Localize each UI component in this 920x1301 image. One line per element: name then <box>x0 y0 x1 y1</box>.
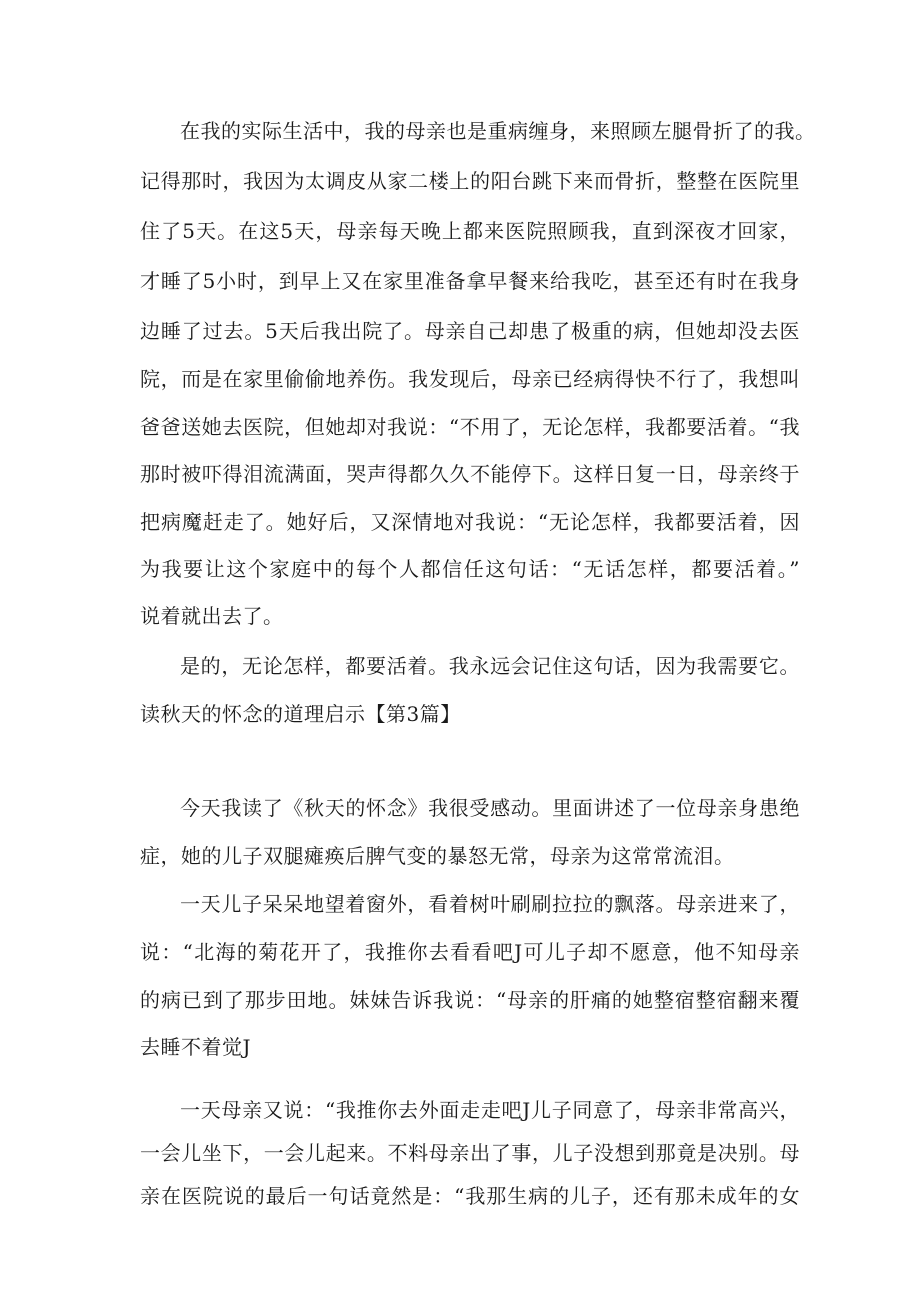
paragraph-line: 症，她的儿子双腿瘫痪后脾气变的暴怒无常，母亲为这常常流泪。 <box>140 844 735 868</box>
paragraph-line: 说：“北海的菊花开了，我推你去看看吧J可儿子却不愿意，他不知母亲 <box>140 940 800 964</box>
paragraph-line: 住了5天。在这5天，母亲每天晚上都来医院照顾我，直到深夜才回家， <box>140 219 800 243</box>
paragraph-line: 院，而是在家里偷偷地养伤。我发现后，母亲已经病得快不行了，我想叫 <box>140 367 800 391</box>
section-heading: 读秋天的怀念的道理启示【第3篇】 <box>140 702 461 726</box>
paragraph-line: 一天母亲又说：“我推你去外面走走吧J儿子同意了，母亲非常高兴， <box>180 1098 800 1122</box>
paragraph-line: 记得那时，我因为太调皮从家二楼上的阳台跳下来而骨折，整整在医院里 <box>140 169 800 193</box>
paragraph-line: 把病魔赶走了。她好后，又深情地对我说：“无论怎样，我都要活着，因 <box>140 510 800 534</box>
paragraph-line: 是的，无论怎样，都要活着。我永远会记住这句话，因为我需要它。 <box>180 654 800 678</box>
paragraph-line: 为我要让这个家庭中的每个人都信任这句话：“无话怎样，都要活着。” <box>140 557 800 581</box>
paragraph-line: 一会儿坐下，一会儿起来。不料母亲出了事，儿子没想到那竟是决别。母 <box>140 1141 800 1165</box>
paragraph-line: 边睡了过去。5天后我出院了。母亲自己却患了极重的病，但她却没去医 <box>140 319 800 343</box>
paragraph-line: 那时被吓得泪流满面，哭声得都久久不能停下。这样日复一日，母亲终于 <box>140 462 800 486</box>
paragraph-line: 去睡不着觉J <box>140 1035 252 1059</box>
paragraph-line: 说着就出去了。 <box>140 604 284 628</box>
paragraph-line: 今天我读了《秋天的怀念》我很受感动。里面讲述了一位母亲身患绝 <box>180 796 800 820</box>
paragraph-line: 在我的实际生活中，我的母亲也是重病缠身，来照顾左腿骨折了的我。 <box>180 119 816 143</box>
paragraph-line: 的病已到了那步田地。妹妹告诉我说：“母亲的肝痛的她整宿整宿翻来覆 <box>140 988 800 1012</box>
paragraph-line: 爸爸送她去医院，但她却对我说：“不用了，无论怎样，我都要活着。“我 <box>140 415 800 439</box>
paragraph-line: 亲在医院说的最后一句话竟然是：“我那生病的儿子，还有那未成年的女 <box>140 1184 800 1208</box>
paragraph-line: 一天儿子呆呆地望着窗外，看着树叶刷刷拉拉的飘落。母亲进来了， <box>180 892 800 916</box>
paragraph-line: 才睡了5小时，到早上又在家里准备拿早餐来给我吃，甚至还有时在我身 <box>140 269 800 293</box>
